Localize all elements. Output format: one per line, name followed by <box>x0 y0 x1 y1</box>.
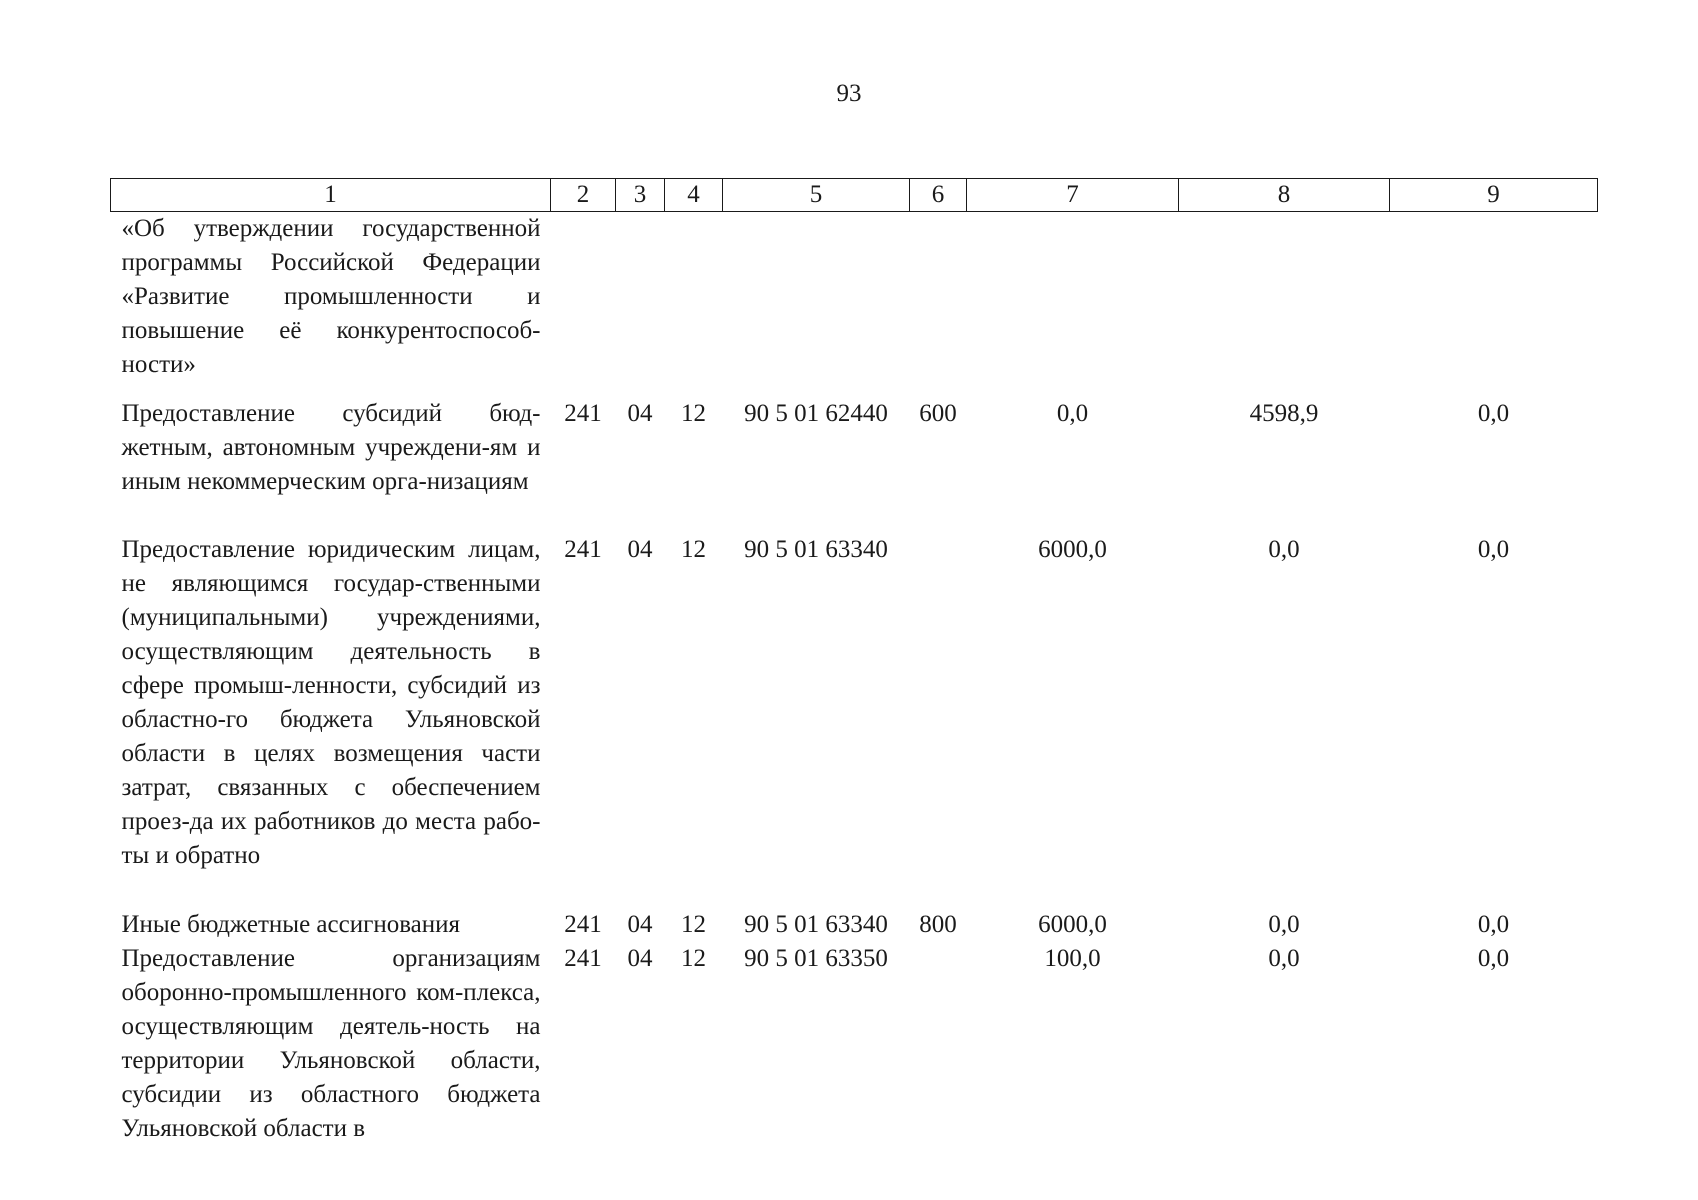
cell-c2: 241 <box>564 910 602 938</box>
cell-c9: 0,0 <box>1477 535 1510 563</box>
cell-c5: 90 5 01 62440 <box>744 399 888 427</box>
column-header-8: 8 <box>1179 179 1390 212</box>
cell-c5: 90 5 01 63340 <box>744 535 888 563</box>
table-row <box>111 397 1598 533</box>
header-row <box>111 179 1598 212</box>
column-header-9: 9 <box>1390 179 1598 212</box>
cell-c3: 04 <box>627 910 653 938</box>
cell-c5 <box>723 212 910 397</box>
table-row <box>111 212 1598 397</box>
cell-c7: 100,0 <box>1044 944 1101 972</box>
cell-c4 <box>665 212 723 397</box>
cell-c9: 0,0 <box>1477 910 1510 938</box>
cell-c4: 12 <box>681 535 706 563</box>
table-row <box>111 908 1598 942</box>
column-header-7: 7 <box>967 179 1179 212</box>
cell-c8: 0,0 <box>1268 944 1300 972</box>
budget-table <box>110 178 1598 1146</box>
cell-c7: 0,0 <box>1056 399 1089 427</box>
page-number: 93 <box>836 80 862 107</box>
cell-c7 <box>967 212 1179 397</box>
cell-c6: 600 <box>919 399 957 427</box>
table-row <box>111 942 1598 1146</box>
cell-c2: 241 <box>564 944 602 972</box>
cell-c6: 800 <box>919 910 957 938</box>
cell-c5: 90 5 01 63340 <box>744 910 888 938</box>
table-body <box>111 212 1598 1146</box>
row-description: Предоставление субсидий бюд-жетным, автономным учреждени-ям и иным некоммерческим орга-низациям <box>121 399 541 495</box>
cell-c3: 04 <box>627 944 653 972</box>
cell-c6 <box>910 212 967 397</box>
table-row <box>111 533 1598 908</box>
cell-c8: 4598,9 <box>1249 399 1319 427</box>
cell-c4: 12 <box>681 910 706 938</box>
column-header-5: 5 <box>723 179 910 212</box>
cell-c9 <box>1390 212 1598 397</box>
cell-c6 <box>910 942 967 1146</box>
cell-c8: 0,0 <box>1268 535 1300 563</box>
cell-c3: 04 <box>627 399 653 427</box>
cell-c6 <box>910 533 967 908</box>
cell-c2: 241 <box>564 535 602 563</box>
column-header-6: 6 <box>910 179 967 212</box>
row-description: Предоставление юридическим лицам, не являющимся государ-ственными (муниципальными) учреждениями, осуществляющим деятельность в сфере промыш-ленности, субсидий из областно-го бюджета Ульяновской области в целях возмещения части затрат, связанных с обеспечением проез-да их работников до места рабо-ты и обратно <box>121 535 541 869</box>
cell-c3: 04 <box>627 535 653 563</box>
cell-c8: 0,0 <box>1268 910 1300 938</box>
cell-c4: 12 <box>681 399 706 427</box>
cell-c2 <box>551 212 616 397</box>
cell-c2: 241 <box>564 399 602 427</box>
cell-c8 <box>1179 212 1390 397</box>
table-header <box>111 179 1598 212</box>
cell-c7: 6000,0 <box>1038 535 1107 563</box>
column-header-4: 4 <box>665 179 723 212</box>
row-description: Иные бюджетные ассигнования <box>121 910 461 938</box>
cell-c7: 6000,0 <box>1038 910 1107 938</box>
cell-c4: 12 <box>681 944 706 972</box>
column-header-1: 1 <box>111 179 551 212</box>
column-header-2: 2 <box>551 179 616 212</box>
cell-c9: 0,0 <box>1477 944 1510 972</box>
cell-c5: 90 5 01 63350 <box>744 944 888 972</box>
row-description: «Об утверждении государственной программы Российской Федерации «Развитие промышленности и повышение её конкурентоспособ-ности» <box>121 215 541 378</box>
cell-c9: 0,0 <box>1477 399 1510 427</box>
row-description: Предоставление организациям оборонно-промышленного ком-плекса, осуществляющим деятель-ность на территории Ульяновской области, субсидии из областного бюджета Ульяновской области в <box>121 944 541 1142</box>
cell-c3 <box>616 212 665 397</box>
column-header-3: 3 <box>616 179 665 212</box>
